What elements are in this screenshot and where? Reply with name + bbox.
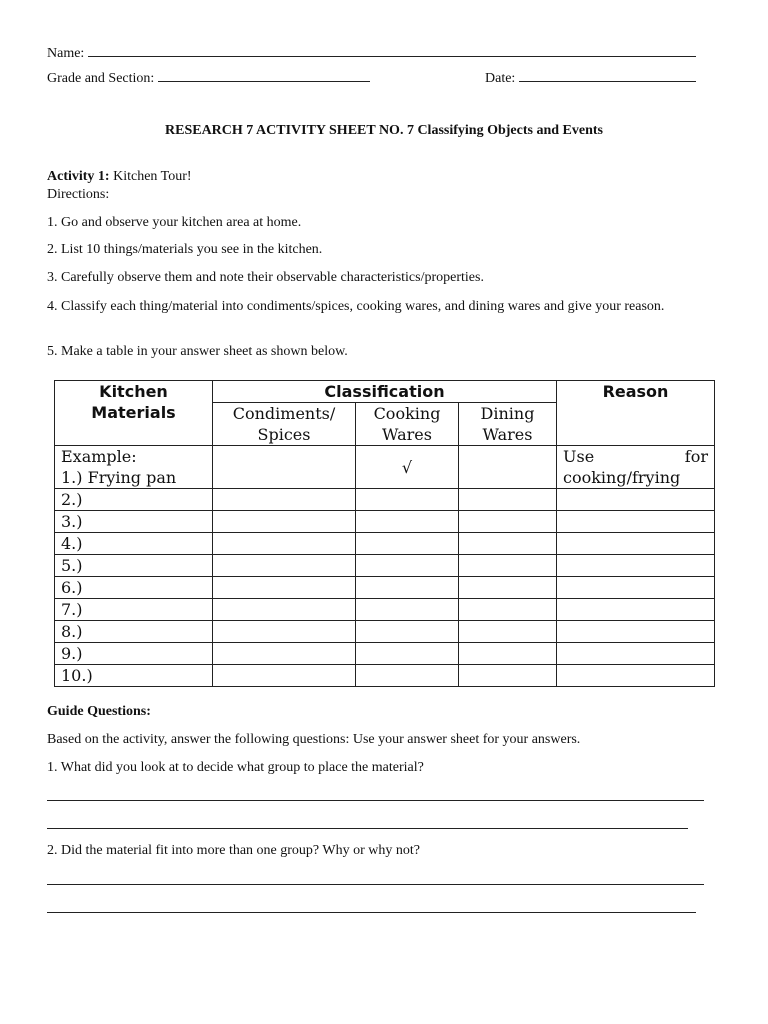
guide-intro: Based on the activity, answer the following questions: Use your answer sheet for your answers. [47,732,581,747]
directions-label: Directions: [47,187,110,202]
row-label: 6.) [55,577,213,599]
header-reason: Reason [557,381,715,446]
table-row [55,555,715,577]
header-classification: Classification [213,381,557,403]
guide-heading: Guide Questions: [47,704,151,719]
answer-line-q1-b[interactable] [47,828,688,829]
row-label: 3.) [55,511,213,533]
example-dining-cell[interactable] [459,446,557,489]
header-condiments-spices: Condiments/ Spices [213,403,356,446]
row-label: 9.) [55,643,213,665]
table-row [55,643,715,665]
row-label: 10.) [55,665,213,687]
answer-line-q1-a[interactable] [47,800,704,801]
activity-heading [47,169,192,185]
grade-section-input-line[interactable] [158,69,370,82]
example-label: Example: [61,447,137,466]
header-kitchen-materials: Kitchen Materials [55,381,213,446]
answer-line-q2-a[interactable] [47,884,704,885]
row-label: 2.) [55,489,213,511]
name-input-line[interactable] [88,44,696,57]
activity-name: Kitchen Tour! [113,169,192,184]
table-row [55,621,715,643]
row-label: 5.) [55,555,213,577]
page-title: RESEARCH 7 ACTIVITY SHEET NO. 7 Classifying Objects and Events [165,123,603,138]
header-cooking-wares: Cooking Wares [356,403,459,446]
date-label: Date: [485,71,516,86]
table-row [55,489,715,511]
check-mark: √ [356,446,459,489]
name-label: Name: [47,46,85,61]
step-4: 4. Classify each thing/material into condiments/spices, cooking wares, and dining wares and give your reason. [47,299,665,314]
row-label: 8.) [55,621,213,643]
example-cell [55,446,213,489]
question-2: 2. Did the material fit into more than one group? Why or why not? [47,843,420,858]
header-dining-wares: Dining Wares [459,403,557,446]
example-condiments-cell[interactable] [213,446,356,489]
date-row [485,69,696,87]
classification-table [54,380,715,687]
example-reason-line-1: Use for [563,447,708,466]
table-row [55,577,715,599]
table-row [55,533,715,555]
example-item: 1.) Frying pan [61,468,177,487]
row-label: 4.) [55,533,213,555]
activity-label: Activity 1: [47,169,110,184]
step-1: 1. Go and observe your kitchen area at home. [47,215,302,230]
question-1: 1. What did you look at to decide what group to place the material? [47,760,424,775]
grade-section-label: Grade and Section: [47,71,155,86]
row-label: 7.) [55,599,213,621]
grade-section-row [47,69,370,87]
table-row-example [55,446,715,489]
table-row [55,599,715,621]
step-2: 2. List 10 things/materials you see in the kitchen. [47,242,323,257]
step-3: 3. Carefully observe them and note their observable characteristics/properties. [47,270,484,285]
answer-line-q2-b[interactable] [47,912,696,913]
name-field-row [47,44,696,62]
example-reason-cell [557,446,715,489]
table-row [55,665,715,687]
example-reason-line-2: cooking/frying [563,468,681,487]
table-row [55,511,715,533]
step-5: 5. Make a table in your answer sheet as shown below. [47,344,348,359]
date-input-line[interactable] [519,69,696,82]
